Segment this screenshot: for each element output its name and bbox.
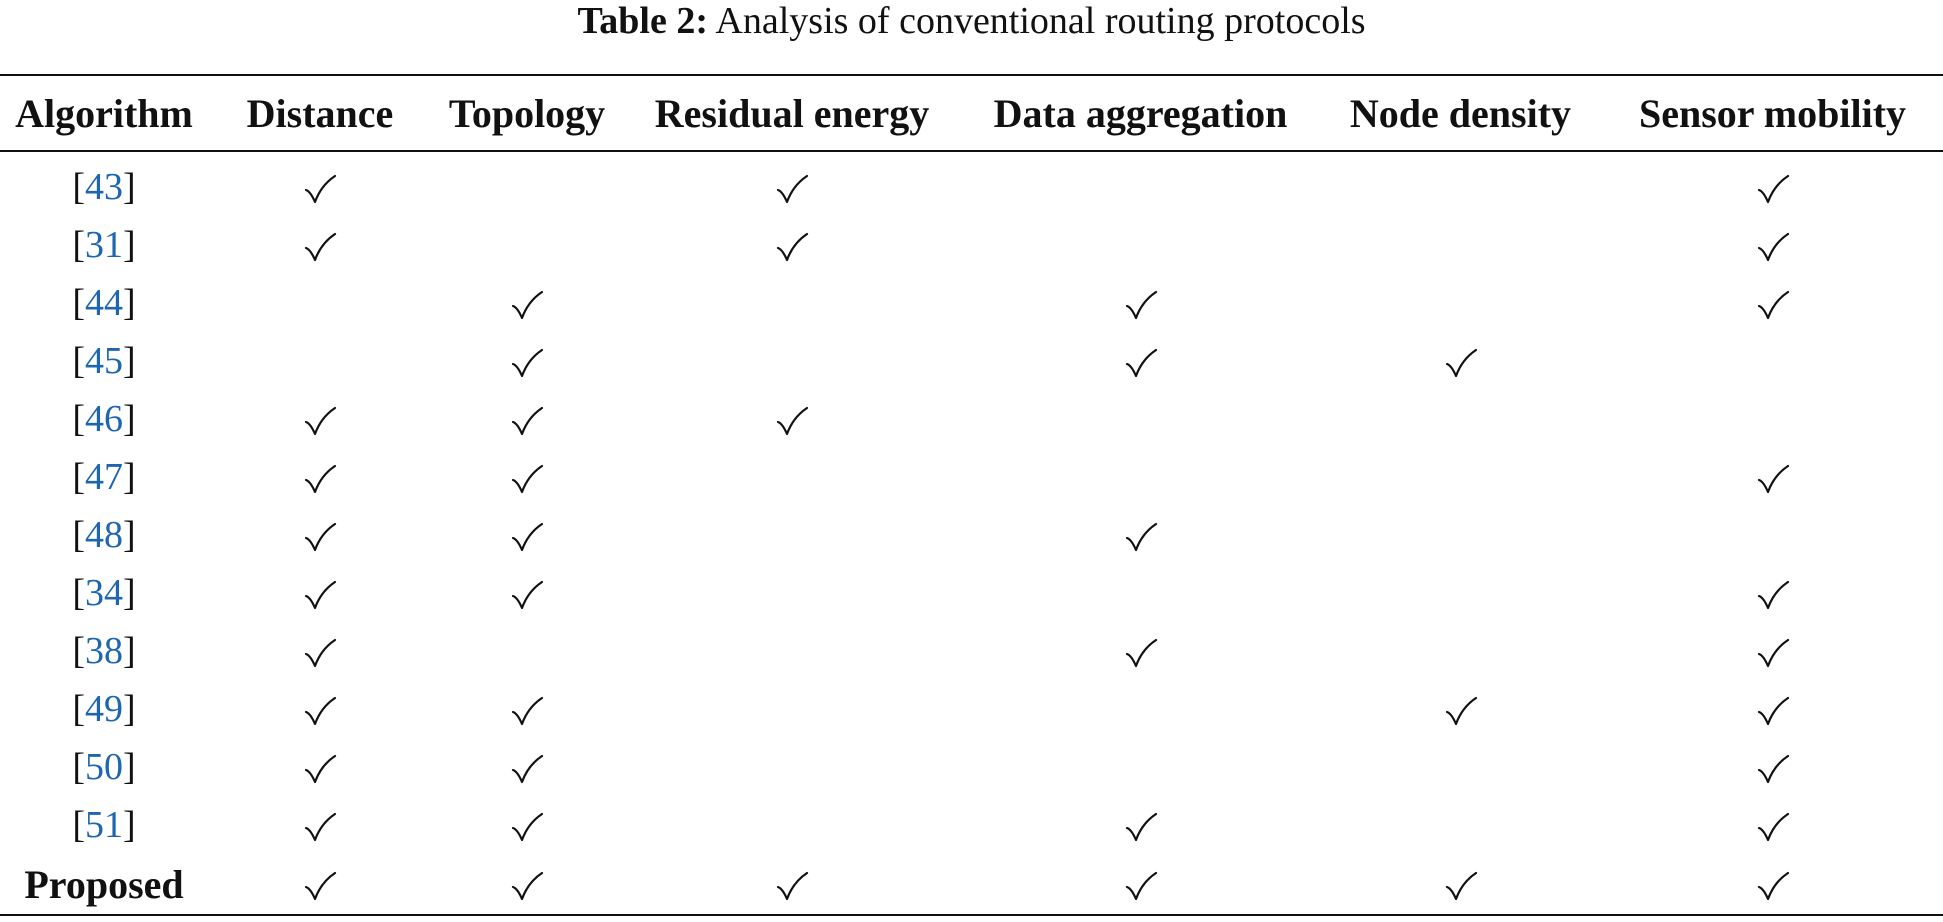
checkmark-icon <box>303 231 337 265</box>
checkmark-icon <box>1444 695 1478 729</box>
checkmark-icon <box>510 347 544 381</box>
table-row <box>0 680 1943 738</box>
routing-protocols-table <box>0 74 1943 916</box>
criterion-cell <box>208 564 432 622</box>
reference-link[interactable]: 46 <box>85 398 123 440</box>
criterion-cell <box>432 796 622 854</box>
checkmark-icon <box>1756 579 1790 613</box>
table-row <box>0 796 1943 854</box>
criterion-cell <box>962 506 1319 564</box>
algorithm-cell <box>0 216 208 274</box>
criterion-cell <box>1602 448 1943 506</box>
checkmark-icon <box>303 463 337 497</box>
criterion-cell <box>432 680 622 738</box>
criterion-cell <box>1602 796 1943 854</box>
column-header: Topology <box>448 90 606 136</box>
reference-citation: [43] <box>72 166 136 208</box>
criterion-cell <box>432 738 622 796</box>
criterion-cell <box>1319 506 1602 564</box>
table-header-row <box>0 75 1943 151</box>
table-body <box>0 151 1943 915</box>
criterion-cell <box>962 854 1319 915</box>
reference-link[interactable]: 43 <box>85 166 123 208</box>
checkmark-icon <box>510 870 544 904</box>
criterion-cell <box>208 854 432 915</box>
criterion-cell <box>432 151 622 216</box>
column-header: Node density <box>1349 90 1572 136</box>
checkmark-icon <box>1756 637 1790 671</box>
algorithm-label: Proposed <box>24 861 184 907</box>
algorithm-cell <box>0 622 208 680</box>
criterion-cell <box>1602 506 1943 564</box>
reference-link[interactable]: 49 <box>85 688 123 730</box>
checkmark-icon <box>775 173 809 207</box>
criterion-cell <box>208 738 432 796</box>
criterion-cell <box>432 506 622 564</box>
criterion-cell <box>432 448 622 506</box>
checkmark-icon <box>510 289 544 323</box>
criterion-cell <box>1602 680 1943 738</box>
table-caption-label: Table 2: <box>577 0 709 42</box>
checkmark-icon <box>303 173 337 207</box>
criterion-cell <box>1319 738 1602 796</box>
table-row <box>0 738 1943 796</box>
criterion-cell <box>1602 854 1943 915</box>
checkmark-icon <box>1124 637 1158 671</box>
reference-link[interactable]: 31 <box>85 224 123 266</box>
criterion-cell <box>962 216 1319 274</box>
criterion-cell <box>1319 448 1602 506</box>
criterion-cell <box>622 796 962 854</box>
checkmark-icon <box>1756 695 1790 729</box>
criterion-cell <box>208 332 432 390</box>
checkmark-icon <box>1756 870 1790 904</box>
reference-link[interactable]: 38 <box>85 630 123 672</box>
criterion-cell <box>432 216 622 274</box>
checkmark-icon <box>510 463 544 497</box>
criterion-cell <box>1602 332 1943 390</box>
checkmark-icon <box>775 405 809 439</box>
reference-link[interactable]: 48 <box>85 514 123 556</box>
column-header: Distance <box>246 90 394 136</box>
criterion-cell <box>962 680 1319 738</box>
criterion-cell <box>622 448 962 506</box>
criterion-cell <box>1602 622 1943 680</box>
criterion-cell <box>622 506 962 564</box>
criterion-cell <box>1319 680 1602 738</box>
reference-link[interactable]: 50 <box>85 746 123 788</box>
checkmark-icon <box>1444 870 1478 904</box>
criterion-cell <box>208 680 432 738</box>
criterion-cell <box>622 622 962 680</box>
reference-citation: [50] <box>72 746 136 788</box>
criterion-cell <box>962 448 1319 506</box>
checkmark-icon <box>510 811 544 845</box>
reference-citation: [48] <box>72 514 136 556</box>
algorithm-cell <box>0 448 208 506</box>
criterion-cell <box>432 274 622 332</box>
criterion-cell <box>208 216 432 274</box>
checkmark-icon <box>303 405 337 439</box>
checkmark-icon <box>1124 521 1158 555</box>
reference-link[interactable]: 51 <box>85 804 123 846</box>
checkmark-icon <box>1756 753 1790 787</box>
checkmark-icon <box>775 870 809 904</box>
reference-citation: [45] <box>72 340 136 382</box>
checkmark-icon <box>1756 289 1790 323</box>
reference-citation: [34] <box>72 572 136 614</box>
checkmark-icon <box>1124 811 1158 845</box>
checkmark-icon <box>1124 289 1158 323</box>
criterion-cell <box>962 796 1319 854</box>
criterion-cell <box>622 274 962 332</box>
column-header: Data aggregation <box>993 90 1288 136</box>
criterion-cell <box>208 151 432 216</box>
criterion-cell <box>622 216 962 274</box>
checkmark-icon <box>1124 870 1158 904</box>
criterion-cell <box>208 390 432 448</box>
criterion-cell <box>432 390 622 448</box>
reference-link[interactable]: 45 <box>85 340 123 382</box>
reference-citation: [31] <box>72 224 136 266</box>
criterion-cell <box>432 564 622 622</box>
checkmark-icon <box>1756 811 1790 845</box>
table-row <box>0 274 1943 332</box>
checkmark-icon <box>303 637 337 671</box>
criterion-cell <box>1319 332 1602 390</box>
reference-citation: [44] <box>72 282 136 324</box>
table-row <box>0 854 1943 915</box>
criterion-cell <box>1319 854 1602 915</box>
algorithm-cell <box>0 151 208 216</box>
checkmark-icon <box>510 521 544 555</box>
table-row <box>0 216 1943 274</box>
criterion-cell <box>622 680 962 738</box>
criterion-cell <box>622 151 962 216</box>
criterion-cell <box>622 738 962 796</box>
criterion-cell <box>962 274 1319 332</box>
reference-citation: [51] <box>72 804 136 846</box>
criterion-cell <box>432 854 622 915</box>
reference-citation: [38] <box>72 630 136 672</box>
criterion-cell <box>208 274 432 332</box>
criterion-cell <box>1602 216 1943 274</box>
table-row <box>0 332 1943 390</box>
checkmark-icon <box>303 521 337 555</box>
table-row <box>0 448 1943 506</box>
criterion-cell <box>1319 216 1602 274</box>
checkmark-icon <box>303 811 337 845</box>
checkmark-icon <box>1756 173 1790 207</box>
reference-citation: [49] <box>72 688 136 730</box>
criterion-cell <box>432 332 622 390</box>
table-row <box>0 564 1943 622</box>
criterion-cell <box>962 332 1319 390</box>
criterion-cell <box>208 448 432 506</box>
criterion-cell <box>208 796 432 854</box>
column-header: Algorithm <box>15 90 193 136</box>
criterion-cell <box>1319 622 1602 680</box>
reference-citation: [47] <box>72 456 136 498</box>
reference-link[interactable]: 47 <box>85 456 123 498</box>
algorithm-cell <box>0 506 208 564</box>
criterion-cell <box>1319 390 1602 448</box>
checkmark-icon <box>1756 463 1790 497</box>
criterion-cell <box>1602 564 1943 622</box>
reference-link[interactable]: 34 <box>85 572 123 614</box>
criterion-cell <box>1319 274 1602 332</box>
checkmark-icon <box>1124 347 1158 381</box>
table-row <box>0 622 1943 680</box>
checkmark-icon <box>303 753 337 787</box>
checkmark-icon <box>303 579 337 613</box>
table-row <box>0 151 1943 216</box>
criterion-cell <box>208 506 432 564</box>
table-caption-text: Analysis of conventional routing protocols <box>715 0 1366 42</box>
table-caption <box>0 0 1943 54</box>
table-row <box>0 390 1943 448</box>
criterion-cell <box>622 332 962 390</box>
criterion-cell <box>962 622 1319 680</box>
table-row <box>0 506 1943 564</box>
reference-citation: [46] <box>72 398 136 440</box>
checkmark-icon <box>303 870 337 904</box>
criterion-cell <box>1319 564 1602 622</box>
algorithm-cell <box>0 738 208 796</box>
algorithm-cell <box>0 796 208 854</box>
criterion-cell <box>622 854 962 915</box>
criterion-cell <box>962 564 1319 622</box>
checkmark-icon <box>1756 231 1790 265</box>
criterion-cell <box>962 738 1319 796</box>
checkmark-icon <box>510 753 544 787</box>
criterion-cell <box>1602 738 1943 796</box>
checkmark-icon <box>510 579 544 613</box>
criterion-cell <box>622 390 962 448</box>
algorithm-cell <box>0 854 208 915</box>
criterion-cell <box>1602 274 1943 332</box>
criterion-cell <box>1319 151 1602 216</box>
column-header: Sensor mobility <box>1638 90 1907 136</box>
checkmark-icon <box>510 405 544 439</box>
criterion-cell <box>622 564 962 622</box>
algorithm-cell <box>0 564 208 622</box>
algorithm-cell <box>0 332 208 390</box>
checkmark-icon <box>510 695 544 729</box>
criterion-cell <box>962 390 1319 448</box>
criterion-cell <box>962 151 1319 216</box>
criterion-cell <box>1319 796 1602 854</box>
checkmark-icon <box>303 695 337 729</box>
reference-link[interactable]: 44 <box>85 282 123 324</box>
criterion-cell <box>208 622 432 680</box>
column-header: Residual energy <box>654 90 930 136</box>
checkmark-icon <box>1444 347 1478 381</box>
criterion-cell <box>1602 390 1943 448</box>
algorithm-cell <box>0 390 208 448</box>
algorithm-cell <box>0 274 208 332</box>
checkmark-icon <box>775 231 809 265</box>
criterion-cell <box>1602 151 1943 216</box>
algorithm-cell <box>0 680 208 738</box>
criterion-cell <box>432 622 622 680</box>
